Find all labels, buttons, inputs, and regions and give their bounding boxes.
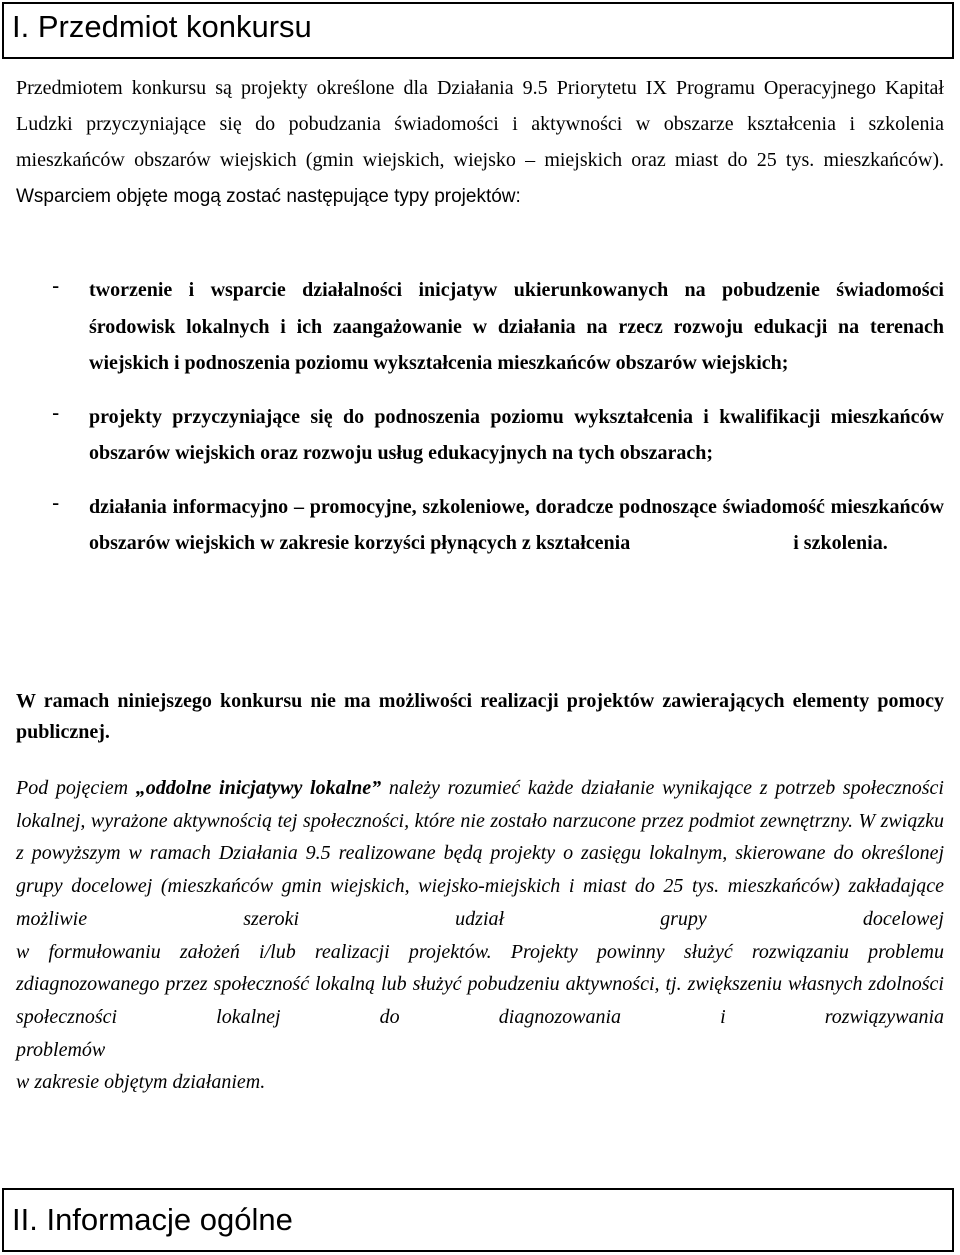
definition-lead: Pod pojęciem	[16, 777, 136, 799]
list-item-text: tworzenie i wsparcie działalności inicjatyw ukierunkowanych na pobudzenie świadomości środowisk lokalnych i ich zaangażowanie w działania na rzecz rozwoju edukacji na terenach wiejskich i podnoszenia poziomu wykształcenia mieszkańców obszarów wiejskich;	[89, 279, 944, 374]
section-title-1: I. Przedmiot konkursu	[12, 9, 312, 44]
project-types-list	[16, 272, 944, 578]
section-heading-1	[2, 2, 954, 59]
intro-paragraph	[16, 70, 944, 215]
section-heading-2	[2, 1188, 954, 1252]
definition-body-2: w formułowaniu założeń i/lub realizacji projektów. Projekty powinny służyć rozwiązaniu problemu zdiagnozowanego przez społeczność lokalną lub służyć pobudzeniu aktywności, tj. zwiększeniu własnych zdolności społeczności lokalnej do diagnozowania i rozwiązywania	[16, 940, 944, 1028]
definition-line-last: w zakresie objętym działaniem.	[16, 1071, 266, 1094]
spread-word: szeroki	[243, 907, 300, 930]
intro-text: Przedmiotem konkursu są projekty określone dla Działania 9.5 Priorytetu IX Programu Operacyjnego Kapitał Ludzki przyczyniające się do pobudzania świadomości i aktywności w obszarze kształcenia i szkolenia mieszkańców obszarów wiejskich (gmin wiejskich, wiejsko – miejskich oraz miast do 25 tys. mieszkańców).	[16, 77, 944, 171]
definition-block-1	[16, 772, 944, 903]
list-item-text: projekty przyczyniające się do podnoszenia poziomu wykształcenia i kwalifikacji mieszkańców obszarów wiejskich oraz rozwoju usług edukacyjnych na tych obszarach;	[89, 405, 944, 464]
list-item	[16, 272, 944, 382]
list-item	[16, 489, 944, 562]
list-item-text: działania informacyjno – promocyjne, szkoleniowe, doradcze podnoszące świadomość mieszkańców obszarów wiejskich w zakresie korzyści płynących z kształcenia	[89, 495, 944, 554]
definition-line-problemow: problemów	[16, 1038, 106, 1061]
list-item-text-tail: i szkolenia.	[793, 532, 888, 554]
definition-paragraph	[16, 772, 944, 1099]
dash-marker: -	[52, 399, 60, 425]
spread-word: docelowej	[862, 907, 944, 930]
notice-text: W ramach niniejszego konkursu nie ma możliwości realizacji projektów zawierających elementy pomocy publicznej.	[16, 690, 944, 743]
spread-word: grupy	[660, 907, 707, 930]
list-item	[16, 399, 944, 472]
spread-line	[16, 903, 944, 936]
definition-term: „oddolne inicjatywy lokalne”	[135, 777, 382, 799]
public-aid-notice	[16, 686, 944, 748]
dash-marker: -	[52, 489, 60, 515]
section-title-2: II. Informacje ogólne	[12, 1202, 293, 1237]
definition-body-1: należy rozumieć każde działanie wynikające z potrzeb społeczności lokalnej, wyrażone aktywnością tej społeczności, które nie zostało narzucone przez podmiot zewnętrzny. W związku z powyższym w ramach Działania 9.5 realizowane będą projekty o zasięgu lokalnym, skierowane do określonej grupy docelowej (mieszkańców gmin wiejskich, wiejsko-miejskich i miast do 25 tys. mieszkańców) zakładające	[16, 777, 944, 898]
dash-marker: -	[52, 273, 60, 298]
definition-block-2	[16, 936, 944, 1034]
spread-word: możliwie	[16, 907, 88, 930]
intro-text-sans: Wsparciem objęte mogą zostać następujące typy projektów:	[16, 186, 521, 207]
spread-word: udział	[455, 907, 505, 930]
